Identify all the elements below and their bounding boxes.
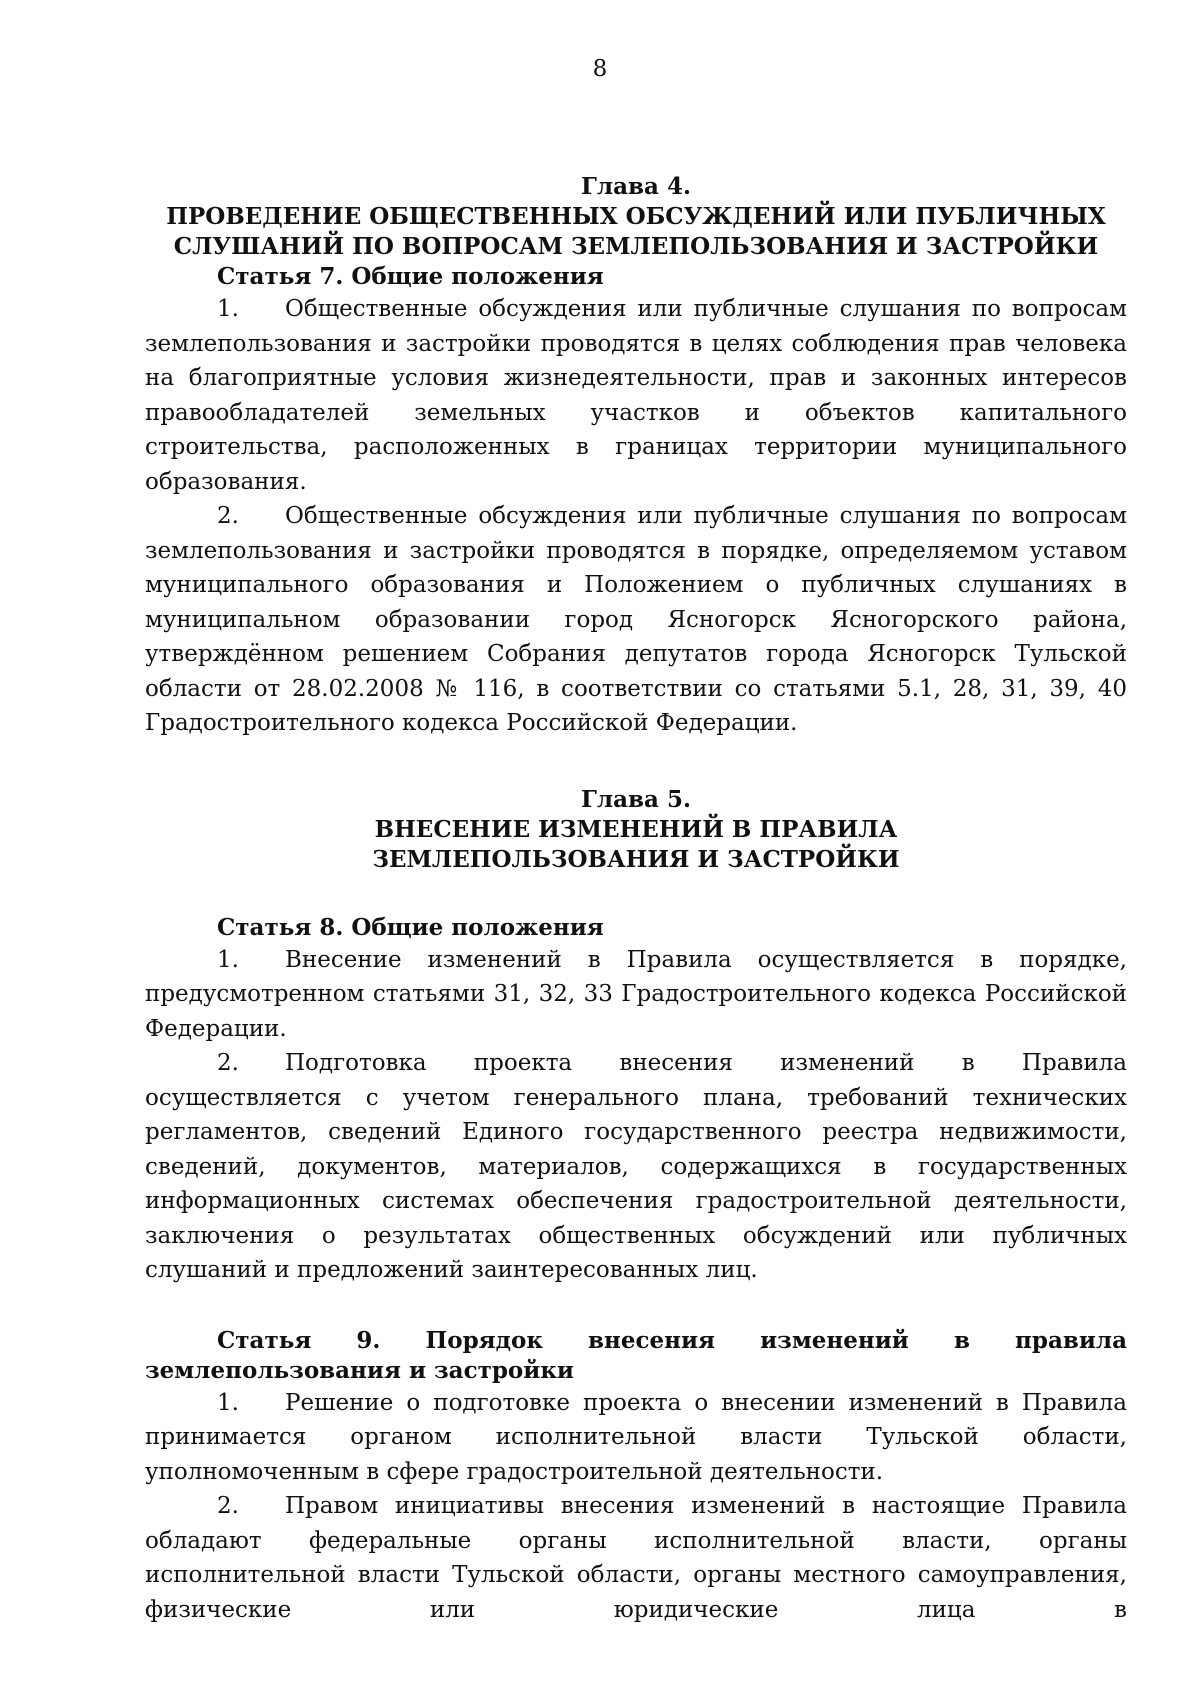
article-9-item-2 [145,1489,1127,1627]
item-number: 1. [217,1389,239,1416]
item-number: 1. [217,946,239,973]
item-text: Правом инициативы внесения изменений в настоящие Правила обладают федеральные органы исполнительной власти, органы исполнительной власти Тульской области, органы местного самоуправления, физические или юридические лица в [145,1493,1127,1623]
article-8-item-2 [145,1046,1127,1288]
document-body [145,172,1127,1627]
article-7-item-1 [145,292,1127,499]
item-text: Решение о подготовке проекта о внесении изменений в Правила принимается органом исполнительной власти Тульской области, уполномоченным в сфере градостроительной деятельности. [145,1389,1127,1485]
article-8-item-1 [145,943,1127,1047]
item-number: 2. [217,1050,239,1076]
item-text: Общественные обсуждения или публичные слушания по вопросам землепользования и застройки проводятся в целях соблюдения прав человека на благоприятные условия жизнедеятельности, прав и законных интересов правообладателей земельных участков и объектов капитального строительства, расположенных в границах территории муниципального образования. [145,296,1127,495]
article-7-item-2 [145,499,1127,741]
page-number: 8 [592,56,608,82]
article-7-title: Статья 7. Общие положения [217,263,604,290]
item-text: Общественные обсуждения или публичные слушания по вопросам землепользования и застройки проводятся в порядке, определяемом уставом муниципального образования и Положением о публичных слушаниях в муниципальном образовании город Ясногорск Ясногорского района, утверждённом решением Собрания депутатов города Ясногорск Тульской области от 28.02.2008 № 116, в соответствии со статьями 5.1, 28, 31, 39, 40 Градостроительного кодекса Российской Федерации. [145,503,1127,736]
chapter-5-label: Глава 5. [581,785,691,813]
item-text: Подготовка проекта внесения изменений в Правила осуществляется с учетом генерального плана, требований технических регламентов, сведений Единого государственного реестра недвижимости, сведений, документов, материалов, содержащихся в государственных информационных системах обеспечения градостроительной деятельности, заключения о результатах общественных обсуждений или публичных слушаний и предложений заинтересованных лиц. [145,1050,1127,1283]
spacer [145,741,1127,785]
article-8-title: Статья 8. Общие положения [217,913,604,941]
chapter-4-title: ПРОВЕДЕНИЕ ОБЩЕСТВЕННЫХ ОБСУЖДЕНИЙ ИЛИ ПУБЛИЧНЫХ СЛУШАНИЙ ПО ВОПРОСАМ ЗЕМЛЕПОЛЬЗОВАНИЯ И ЗАСТРОЙКИ [166,203,1106,260]
item-number: 2. [217,1493,239,1519]
spacer [145,875,1127,913]
article-9-title: Статья 9. Порядок внесения изменений в правила землепользования и застройки [145,1326,1127,1384]
chapter-5-title: ВНЕСЕНИЕ ИЗМЕНЕНИЙ В ПРАВИЛА ЗЕМЛЕПОЛЬЗОВАНИЯ И ЗАСТРОЙКИ [372,815,900,873]
item-number: 2. [217,503,239,529]
chapter-4-label: Глава 4. [581,173,691,200]
article-9-item-1 [145,1386,1127,1490]
item-text: Внесение изменений в Правила осуществляется в порядке, предусмотренном статьями 31, 32, 33 Градостроительного кодекса Российской Федерации. [145,946,1127,1042]
spacer [145,1288,1127,1326]
item-number: 1. [217,296,239,322]
